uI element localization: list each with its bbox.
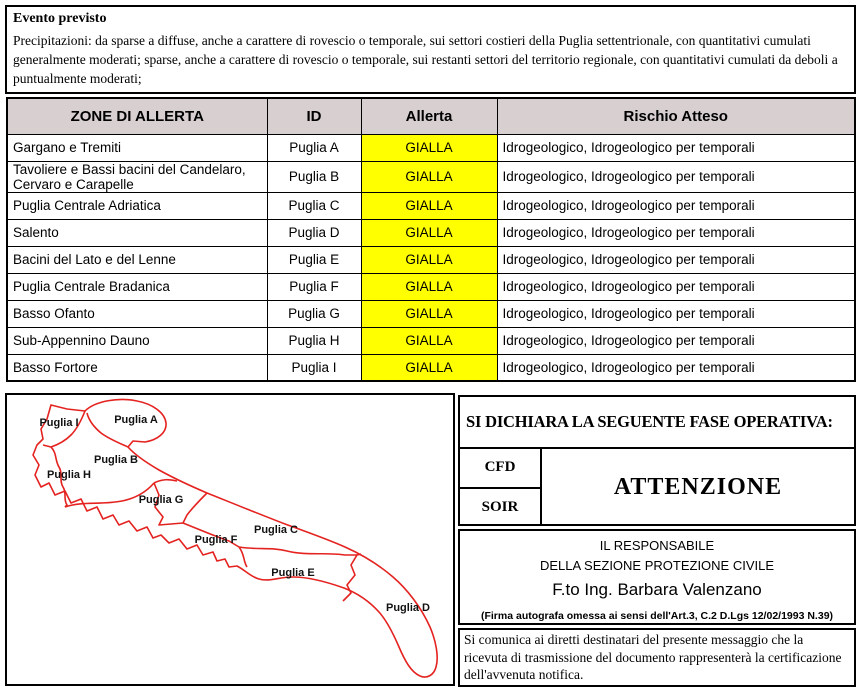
alert-level-cell: GIALLA (361, 354, 497, 381)
cfd-cell: CFD (460, 449, 540, 489)
zone-id-cell: Puglia A (267, 134, 361, 161)
alert-level-cell: GIALLA (361, 192, 497, 219)
zone-id-cell: Puglia C (267, 192, 361, 219)
map-label-puglia-g: Puglia G (138, 494, 184, 506)
zone-cell: Sub-Appennino Dauno (7, 327, 267, 354)
zone-id-cell: Puglia B (267, 161, 361, 192)
map-border-zone-c-e (239, 547, 357, 555)
table-row (7, 246, 855, 273)
table-row (7, 300, 855, 327)
evento-previsto-box (5, 5, 856, 94)
map-label-puglia-c: Puglia C (253, 524, 299, 536)
alert-level-cell: GIALLA (361, 300, 497, 327)
zone-cell: Bacini del Lato e del Lenne (7, 246, 267, 273)
fase-operativa-value: ATTENZIONE (613, 474, 783, 500)
alert-zones-table (6, 97, 856, 382)
zone-cell: Salento (7, 219, 267, 246)
soir-cell: SOIR (481, 498, 519, 515)
zone-id-cell: Puglia G (267, 300, 361, 327)
zone-cell: Basso Ofanto (7, 300, 267, 327)
fase-operativa-left-column (460, 449, 542, 526)
alert-level-cell: GIALLA (361, 134, 497, 161)
table-row (7, 161, 855, 192)
map-border-zone-d (343, 554, 361, 601)
alert-level-cell: GIALLA (361, 161, 497, 192)
signer-name: F.to Ing. Barbara Valenzano (552, 580, 762, 599)
zone-id-cell: Puglia F (267, 273, 361, 300)
zone-id-cell: Puglia I (267, 354, 361, 381)
risk-cell: Idrogeologico, Idrogeologico per temporali (497, 246, 855, 273)
fase-operativa-title: SI DICHIARA LA SEGUENTE FASE OPERATIVA: (460, 397, 854, 449)
zone-id-cell: Puglia E (267, 246, 361, 273)
map-border-zone-g-east (183, 493, 207, 523)
puglia-map-box (5, 393, 455, 686)
table-row (7, 327, 855, 354)
alert-level-cell: GIALLA (361, 219, 497, 246)
map-border-zone-g-north (154, 480, 177, 483)
column-header-rischio: Rischio Atteso (497, 98, 855, 134)
responsabile-role-line1: IL RESPONSABILE (599, 538, 715, 553)
evento-previsto-title: Evento previsto (13, 11, 107, 26)
signature-omission-note: (Firma autografa omessa ai sensi dell'Art.3, C.2 D.Lgs 12/02/1993 N.39) (480, 609, 834, 622)
evento-previsto-body: Precipitazioni: da sparse a diffuse, anche a carattere di rovescio o temporale, sui settori costieri della Puglia settentrionale, con quantitativi cumulati generalmente moderati; sparse, anche a carattere di rovescio o temporale, sui restanti settori del territorio regionale, con quantitativi cumulati da deboli a puntualmente moderati; (13, 32, 838, 87)
table-body (7, 134, 855, 381)
column-header-id: ID (267, 98, 361, 134)
notification-note-box: Si comunica ai diretti destinatari del presente messaggio che la ricevuta di trasmissione del documento rappresenterà la certificazione dell'avvenuta notifica. (458, 628, 856, 687)
table-row (7, 192, 855, 219)
risk-cell: Idrogeologico, Idrogeologico per temporali (497, 192, 855, 219)
column-header-zone: ZONE DI ALLERTA (7, 98, 267, 134)
risk-cell: Idrogeologico, Idrogeologico per temporali (497, 273, 855, 300)
map-label-puglia-e: Puglia E (271, 567, 315, 579)
map-label-puglia-a: Puglia A (114, 414, 158, 426)
fase-operativa-grid (460, 449, 854, 526)
responsabile-box (458, 529, 856, 625)
alert-level-cell: GIALLA (361, 246, 497, 273)
alert-level-cell: GIALLA (361, 273, 497, 300)
map-label-puglia-f: Puglia F (194, 534, 238, 546)
table-row (7, 134, 855, 161)
map-label-puglia-h: Puglia H (46, 469, 92, 481)
risk-cell: Idrogeologico, Idrogeologico per temporali (497, 161, 855, 192)
table-row (7, 219, 855, 246)
alert-level-cell: GIALLA (361, 327, 497, 354)
responsabile-role-line2: DELLA SEZIONE PROTEZIONE CIVILE (539, 557, 775, 573)
risk-cell: Idrogeologico, Idrogeologico per temporali (497, 300, 855, 327)
table-row (7, 273, 855, 300)
map-label-puglia-d: Puglia D (385, 602, 431, 614)
zone-cell: Gargano e Tremiti (7, 134, 267, 161)
zone-cell: Puglia Centrale Adriatica (7, 192, 267, 219)
table-row (7, 354, 855, 381)
zone-cell: Puglia Centrale Bradanica (7, 273, 267, 300)
zone-id-cell: Puglia D (267, 219, 361, 246)
risk-cell: Idrogeologico, Idrogeologico per temporali (497, 219, 855, 246)
risk-cell: Idrogeologico, Idrogeologico per temporali (497, 134, 855, 161)
zone-id-cell: Puglia H (267, 327, 361, 354)
risk-cell: Idrogeologico, Idrogeologico per temporali (497, 327, 855, 354)
risk-cell: Idrogeologico, Idrogeologico per temporali (497, 354, 855, 381)
fase-operativa-box (458, 395, 856, 526)
puglia-map-svg (7, 395, 453, 684)
table-header-row (7, 98, 855, 134)
zone-cell: Basso Fortore (7, 354, 267, 381)
map-label-puglia-i: Puglia I (39, 417, 79, 429)
map-label-puglia-b: Puglia B (93, 454, 139, 466)
map-border-zone-f-e (239, 547, 247, 567)
column-header-allerta: Allerta (361, 98, 497, 134)
zone-cell: Tavoliere e Bassi bacini del Candelaro, Cervaro e Carapelle (7, 161, 267, 192)
